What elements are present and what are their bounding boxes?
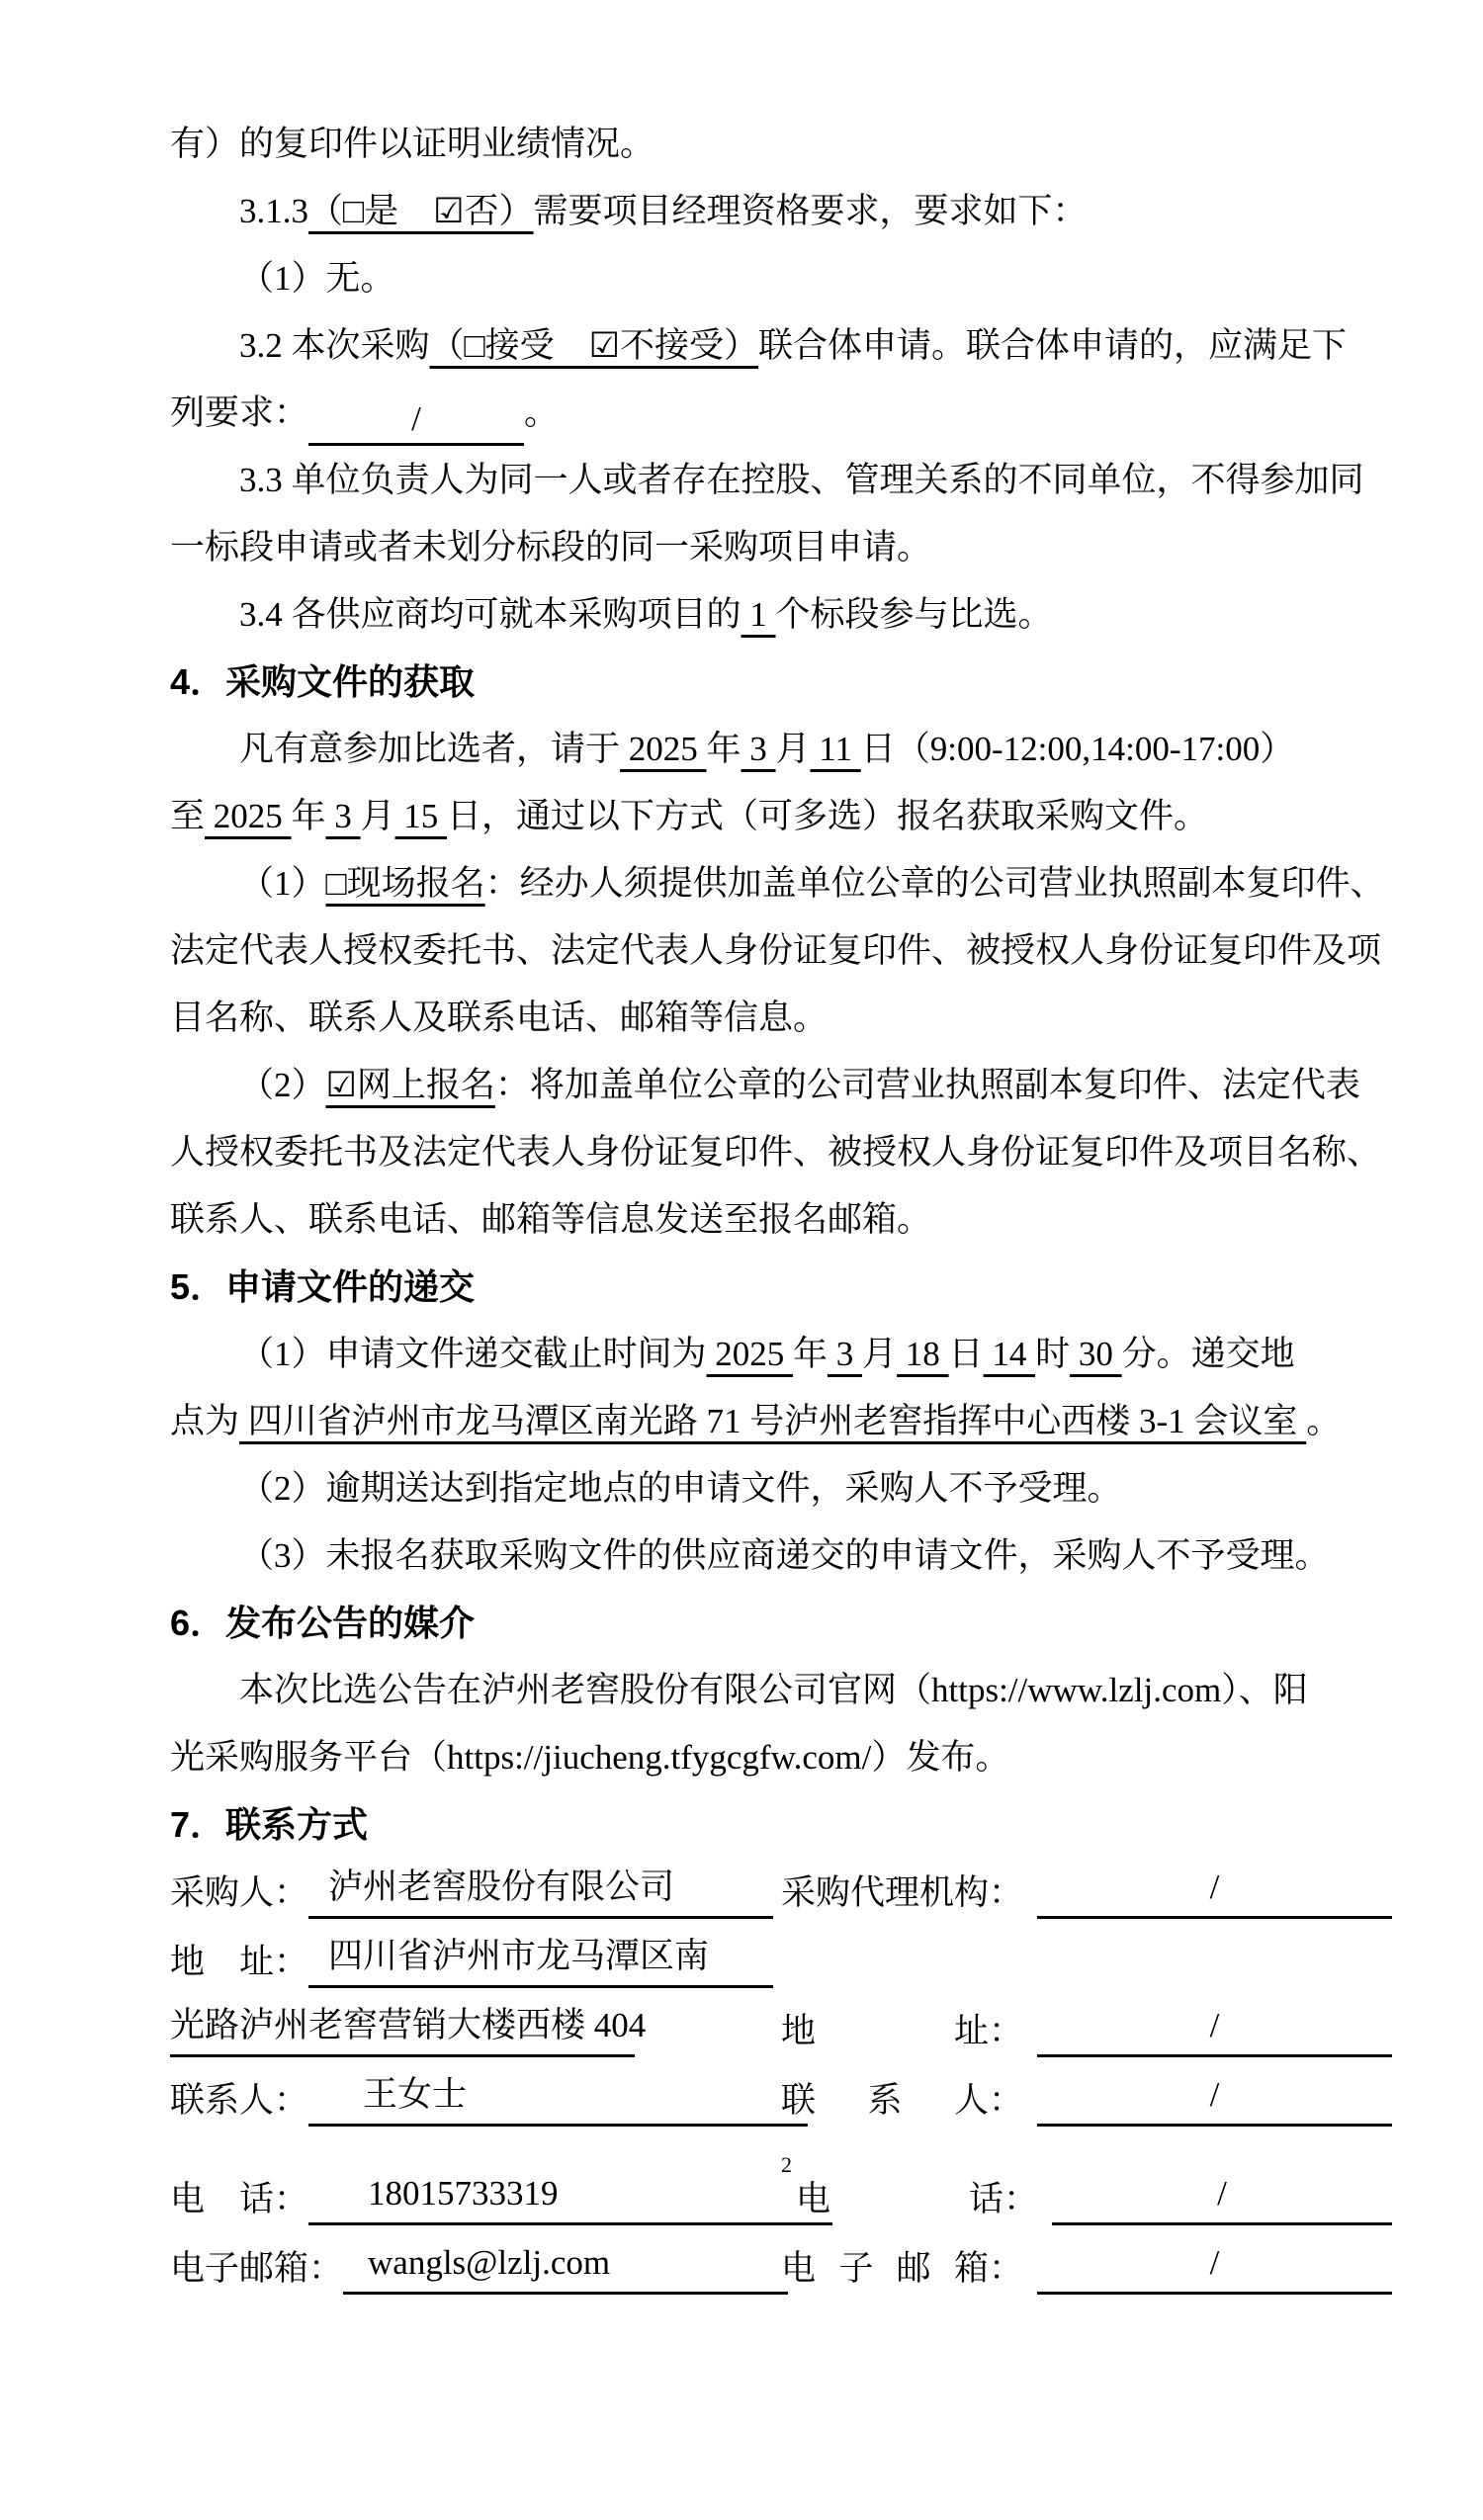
document-content [170, 111, 1396, 2303]
body-text: 至 [170, 797, 206, 835]
colon: ： [989, 2012, 1024, 2050]
buyer-address-cell [170, 1928, 781, 1997]
heading-text: 5．申请文件的递交 [170, 1266, 476, 1307]
colon: ： [484, 864, 520, 903]
submission-address-value: 四川省泸州市龙马潭区南光路 71 号泸州老窖指挥中心西楼 3-1 会议室 [239, 1402, 1307, 1440]
person-label: 联系人： [170, 2081, 309, 2120]
body-text: 日（9:00-12:00,14:00-17:00） [860, 730, 1295, 768]
month-value: 3 [828, 1335, 863, 1373]
empty-cell [781, 1928, 1396, 1997]
year-value: 2025 [620, 730, 707, 768]
buyer-person-cell [170, 2066, 781, 2135]
section-4-item-2-line1 [170, 1052, 1396, 1119]
contact-row-email [170, 2234, 1396, 2303]
body-text: 日，通过以下方式（可多选）报名获取采购文件。 [447, 797, 1209, 835]
buyer-address-cell-cont [170, 1997, 781, 2066]
body-text: 目名称、联系人及联系电话、邮箱等信息。 [170, 999, 829, 1037]
body-text: 联系人、联系电话、邮箱等信息发送至报名邮箱。 [170, 1200, 932, 1239]
hour-value: 14 [983, 1335, 1036, 1373]
body-text: 点为 [170, 1402, 240, 1440]
body-text: 列要求： [170, 393, 309, 432]
year-value: 2025 [205, 797, 292, 835]
clause-3-1-3-item-1 [170, 245, 1396, 312]
section-5-item-1-line2 [170, 1388, 1396, 1455]
buyer-person-value: 王女士 [308, 2066, 808, 2127]
body-text: 年 [291, 797, 326, 835]
body-text: 本次比选公告在泸州老窖股份有限公司官网（https://www.lzlj.com）、阳 [239, 1671, 1308, 1709]
phone-label: 电 话： [170, 2180, 309, 2218]
buyer-email-cell [170, 2234, 781, 2303]
slash-placeholder: / [1209, 2006, 1220, 2044]
agency-phone-label: 电话 [796, 2180, 1003, 2218]
slash-placeholder: / [1209, 2075, 1220, 2114]
blank-slash-field [308, 395, 524, 446]
item-number: （2） [239, 1066, 326, 1104]
body-text: 一标段申请或者未划分标段的同一采购项目申请。 [170, 528, 932, 566]
body-text: （3）未报名获取采购文件的供应商递交的申请文件，采购人不予受理。 [239, 1536, 1330, 1575]
contact-row-buyer [170, 1859, 1396, 1928]
contact-row-person [170, 2066, 1396, 2135]
clause-3-3-line1 [170, 447, 1396, 514]
yes-no-checkbox-choice: （□是 ☑否） [308, 192, 534, 230]
slash-placeholder: / [1209, 1868, 1220, 1906]
buyer-label: 采购人： [170, 1873, 309, 1912]
colon: ： [989, 1873, 1024, 1912]
heading-section-4 [170, 649, 1396, 716]
clause-3-3-line2 [170, 514, 1396, 581]
section-4-item-1-line1 [170, 850, 1396, 917]
body-text: 日 [948, 1335, 984, 1373]
clause-number: 3.1.3 [239, 192, 308, 230]
footnote-ref-2: 2 [781, 2152, 792, 2177]
buyer-value: 泸州老窖股份有限公司 [308, 1859, 773, 1919]
clause-3-1-3 [170, 178, 1396, 245]
agency-phone-blank-field [1052, 2165, 1392, 2225]
agency-person-blank-field [1037, 2066, 1392, 2127]
body-text: （2）逾期送达到指定地点的申请文件，采购人不予受理。 [239, 1469, 1122, 1508]
body-text: 年 [793, 1335, 829, 1373]
contact-row-phone [170, 2152, 1396, 2234]
minute-value: 30 [1070, 1335, 1122, 1373]
body-text: 需要项目经理资格要求，要求如下： [533, 192, 1088, 230]
heading-section-6 [170, 1590, 1396, 1657]
buyer-email-value: wangls@lzlj.com [343, 2234, 788, 2295]
clause-3-2-continuation [170, 380, 1396, 447]
body-text: 联合体申请。联合体申请的，应满足下 [758, 326, 1348, 365]
body-text: 个标段参与比选。 [775, 595, 1053, 634]
buyer-cell [170, 1859, 781, 1928]
section-5-item-3 [170, 1522, 1396, 1590]
heading-text: 7．联系方式 [170, 1804, 369, 1845]
colon: ： [1003, 2180, 1039, 2218]
section-4-item-1-line2 [170, 917, 1396, 985]
body-text: 月 [360, 797, 395, 835]
onsite-registration-unchecked: □现场报名 [325, 864, 485, 903]
clause-3-4 [170, 581, 1396, 649]
body-text: 月 [862, 1335, 898, 1373]
body-text: 经办人须提供加盖单位公章的公司营业执照副本复印件、 [519, 864, 1385, 903]
contact-row-address-2 [170, 1997, 1396, 2066]
body-text: （1）申请文件递交截止时间为 [239, 1335, 707, 1373]
body-text: 凡有意参加比选者，请于 [239, 730, 621, 768]
section-5-item-1-line1 [170, 1321, 1396, 1388]
body-text: 光采购服务平台（https://jiucheng.tfygcgfw.com/）发布。 [170, 1738, 1010, 1777]
section-4-item-2-line3 [170, 1186, 1396, 1254]
agency-blank-field [1037, 1859, 1392, 1919]
section-4-intro-line2 [170, 783, 1396, 850]
heading-text: 4．采购文件的获取 [170, 661, 476, 702]
body-text: 3.3 单位负责人为同一人或者存在控股、管理关系的不同单位，不得参加同 [239, 461, 1364, 499]
slash-placeholder: / [1209, 2243, 1220, 2282]
buyer-phone-value: 18015733319 [308, 2165, 832, 2225]
agency-label: 采购代理机构 [781, 1873, 990, 1912]
agency-person-label: 联系人 [781, 2081, 989, 2120]
online-registration-checked: ☑网上报名 [325, 1066, 495, 1104]
body-text: 。 [1306, 1402, 1342, 1440]
body-text: 3.2 本次采购 [239, 326, 430, 365]
clause-3-2 [170, 312, 1396, 380]
day-value: 15 [394, 797, 448, 835]
colon: ： [989, 2249, 1024, 2288]
body-text: 3.4 各供应商均可就本采购项目的 [239, 595, 742, 634]
address-label: 地 址： [170, 1943, 309, 1981]
agency-person-cell [781, 2066, 1396, 2135]
agency-phone-cell [781, 2152, 1396, 2234]
body-text: 将加盖单位公章的公司营业执照副本复印件、法定代表 [529, 1066, 1360, 1104]
buyer-address-value-line1: 四川省泸州市龙马潭区南 [308, 1928, 773, 1988]
agency-address-cell [781, 1997, 1396, 2066]
body-text: （1）无。 [239, 259, 395, 298]
body-text: 时 [1035, 1335, 1071, 1373]
section-5-item-2 [170, 1455, 1396, 1522]
slash-placeholder: / [1217, 2174, 1227, 2213]
day-value: 18 [897, 1335, 949, 1373]
lot-count-value: 1 [741, 595, 776, 634]
day-value: 11 [810, 730, 861, 768]
agency-address-blank-field [1037, 1997, 1392, 2057]
colon: ： [989, 2081, 1024, 2120]
email-label: 电子邮箱： [170, 2249, 344, 2288]
colon: ： [494, 1066, 530, 1104]
agency-email-blank-field [1037, 2234, 1392, 2295]
contact-row-address-1 [170, 1928, 1396, 1997]
body-text: 分。递交地 [1121, 1335, 1295, 1373]
paragraph-continuation [170, 111, 1396, 178]
section-6-line2 [170, 1724, 1396, 1791]
section-6-line1 [170, 1657, 1396, 1724]
body-text: 年 [706, 730, 742, 768]
section-4-item-2-line2 [170, 1119, 1396, 1186]
body-text: 有）的复印件以证明业绩情况。 [170, 125, 655, 163]
agency-cell [781, 1859, 1396, 1928]
section-4-item-1-line3 [170, 985, 1396, 1052]
body-text: 人授权委托书及法定代表人身份证复印件、被授权人身份证复印件及项目名称、 [170, 1133, 1382, 1172]
heading-section-7 [170, 1791, 1396, 1859]
section-4-intro-line1 [170, 716, 1396, 783]
buyer-phone-cell [170, 2165, 781, 2234]
heading-text: 6．发布公告的媒介 [170, 1603, 476, 1643]
heading-section-5 [170, 1254, 1396, 1321]
buyer-address-value-line2: 光路泸州老窖营销大楼西楼 404 [170, 1997, 635, 2057]
body-text: 月 [775, 730, 811, 768]
body-text: 法定代表人授权委托书、法定代表人身份证复印件、被授权人身份证复印件及项 [170, 931, 1382, 970]
agency-email-cell [781, 2234, 1396, 2303]
accept-reject-checkbox-choice: （□接受 ☑不接受） [429, 326, 759, 365]
year-value: 2025 [706, 1335, 794, 1373]
agency-email-label: 电子邮箱 [781, 2249, 989, 2288]
agency-address-label: 地址 [781, 2012, 989, 2050]
item-number: （1） [239, 864, 326, 903]
body-text: 。 [524, 393, 560, 432]
month-value: 3 [741, 730, 776, 768]
month-value: 3 [325, 797, 361, 835]
slash-placeholder: / [411, 399, 421, 438]
